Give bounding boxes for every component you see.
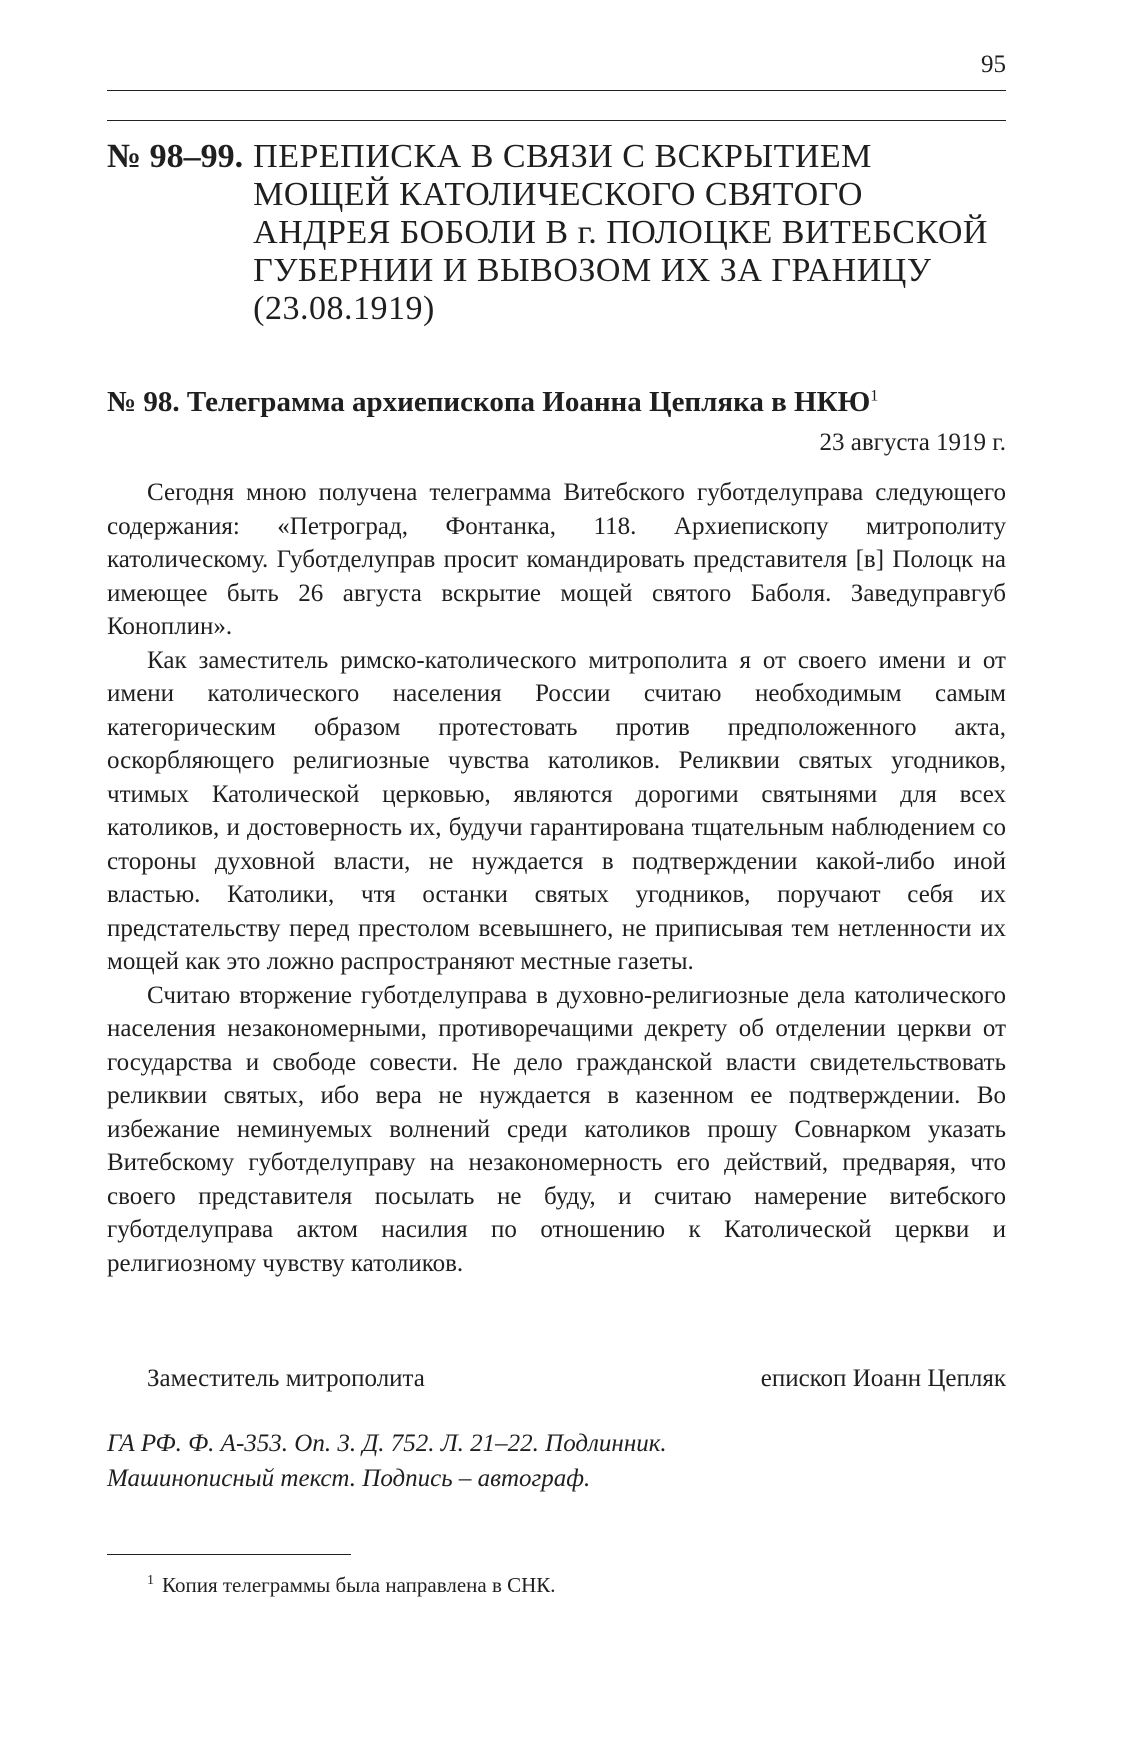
document-title-text: № 98. Телеграмма архиепископа Иоанна Цепляка в НКЮ [107, 386, 871, 418]
source-line: Машинописный текст. Подпись – автограф. [107, 1465, 591, 1492]
footnote-text: Копия телеграммы была направлена в СНК. [162, 1573, 556, 1597]
paragraph: Считаю вторжение губотделуправа в духовно-религиозные дела католического населения незакономерными, противоречащими декрету об отделении церкви от государства и свободе совести. Не дело гражданской власти свидетельствовать реликвии святых, ибо вера не нуждается в казенном ее подтверждении. Во избежание неминуемых волнений среди католиков прошу Совнарком указать Витебскому губотделуправу на незакономерность его действий, предваряя, что своего представителя посылать не буду, и считаю намерение витебского губотделуправа актом насилия по отношению к Католической церкви и религиозному чувству католиков. [107, 981, 1006, 1277]
signature-block [107, 1364, 1006, 1394]
page-number: 95 [981, 51, 1006, 78]
archival-source [107, 1426, 1006, 1496]
footnote-reference: 1 [870, 387, 879, 405]
paragraph: Как заместитель римско-католического митрополита я от своего имени и от имени католического населения России считаю необходимым самым категорическим образом протестовать против предположенного акта, оскорбляющего религиозные чувства католиков. Реликвии святых угодников, чтимых Католической церковью, являются дорогими святынями для всех католиков, и достоверность их, будучи гарантирована тщательным наблюдением со стороны духовной власти, не нуждается в подтверждении какой-либо иной властью. Католики, чтя останки святых угодников, поручают себя их предстательству перед престолом всевышнего, не приписывая тем нетленности их мощей как это ложно распространяют местные газеты. [107, 646, 1006, 975]
footnote [147, 1572, 556, 1598]
signatory-name: епископ Иоанн Цепляк [760, 1365, 1006, 1392]
document-body [107, 476, 1006, 1280]
document-date: 23 августа 1919 г. [819, 429, 1006, 456]
footnote-rule [107, 1554, 351, 1555]
signatory-position: Заместитель митрополита [147, 1365, 425, 1392]
section-number: № 98–99. [107, 138, 244, 175]
document-title [107, 385, 1007, 419]
section-rule [107, 120, 1006, 121]
source-line: ГА РФ. Ф. А-353. Оп. 3. Д. 752. Л. 21–22. Подлинник. [107, 1430, 667, 1457]
paragraph: Сегодня мною получена телеграмма Витебского губотделуправа следующего содержания: «Петроград, Фонтанка, 118. Архиепископу митрополиту католическому. Губотделуправ просит командировать представителя [в] Полоцк на имеющее быть 26 августа вскрытие мощей святого Баболя. Заведуправгуб Коноплин». [107, 479, 1006, 640]
header-rule [107, 90, 1006, 91]
section-heading [107, 138, 1007, 328]
footnote-marker: 1 [147, 1573, 154, 1588]
section-title: ПЕРЕПИСКА В СВЯЗИ С ВСКРЫТИЕМ МОЩЕЙ КАТОЛИЧЕСКОГО СВЯТОГО АНДРЕЯ БОБОЛИ В г. ПОЛОЦКЕ ВИТЕБСКОЙ ГУБЕРНИИ И ВЫВОЗОМ ИХ ЗА ГРАНИЦУ (23.08.1919) [253, 138, 988, 327]
